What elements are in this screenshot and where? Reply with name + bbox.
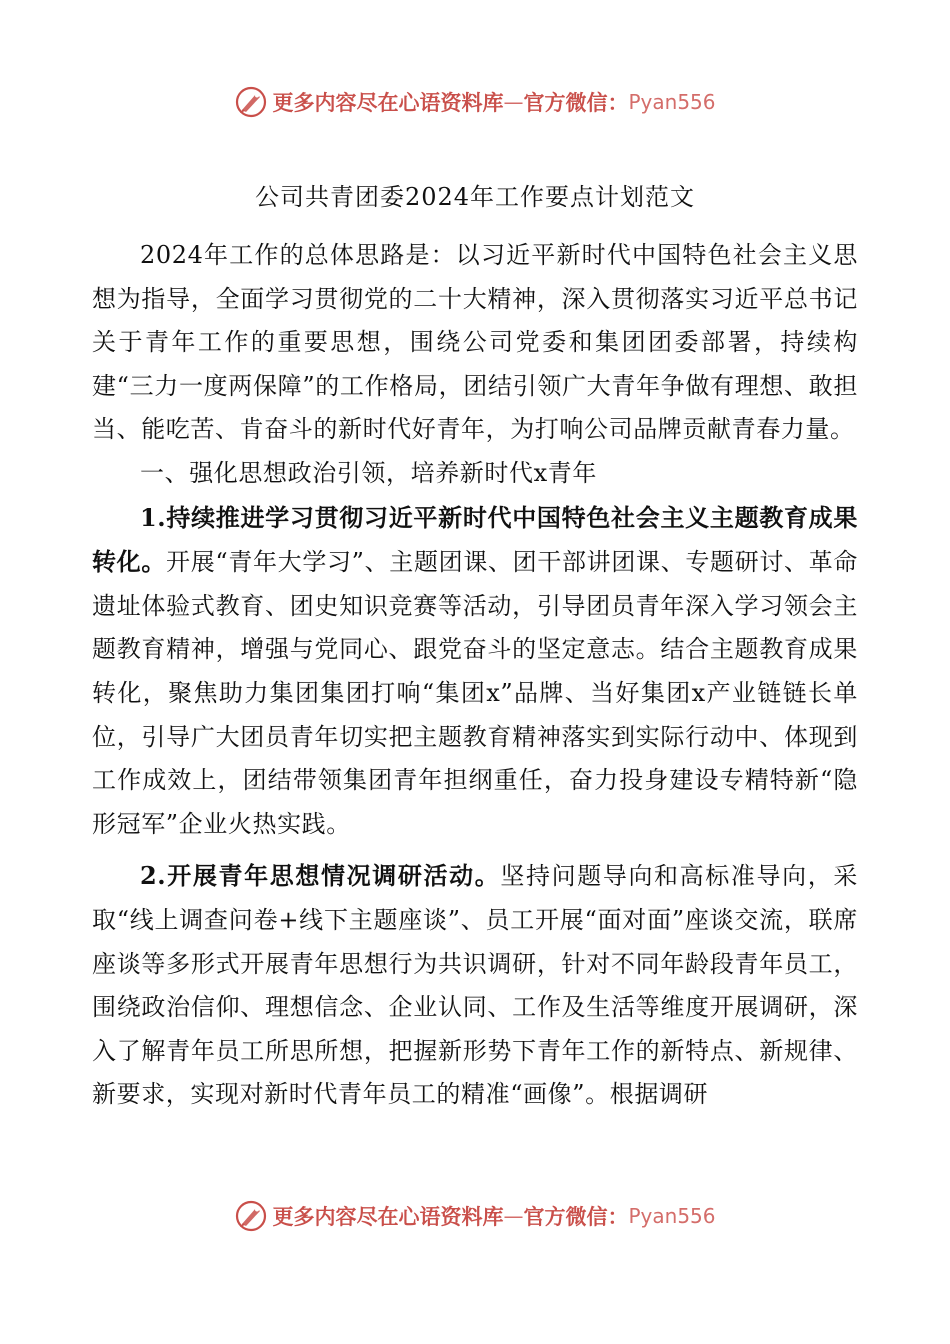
watermark-wechat-label: 官方微信： (523, 90, 629, 115)
watermark-site-text: 更多内容尽在心语资料库 (272, 1204, 504, 1229)
watermark-dash: — (503, 1204, 524, 1228)
pen-nib-logo-icon (234, 85, 268, 119)
document-title: 公司共青团委2024年工作要点计划范文 (254, 183, 696, 211)
watermark-wechat-label: 官方微信： (523, 1204, 629, 1229)
document-body (92, 234, 858, 1117)
watermark-banner-bottom (0, 1196, 950, 1236)
watermark-banner-top (0, 82, 950, 122)
section-heading: 一、强化思想政治引领，培养新时代x青年 (140, 458, 597, 487)
item-2-paragraph (92, 854, 858, 1117)
item-2-body: 坚持问题导向和高标准导向，采取“线上调查问卷+线下主题座谈”、员工开展“面对面”座谈交流，联席座谈等多形式开展青年思想行为共识调研，针对不同年龄段青年员工，围绕政治信仰、理想信念、企业认同、工作及生活等维度开展调研，深入了解青年员工所思所想，把握新形势下青年工作的新特点、新规律、新要求，实现对新时代青年员工的精准“画像”。根据调研 (92, 862, 858, 1109)
item-1-paragraph (92, 496, 858, 847)
item-1-body: 开展“青年大学习”、主题团课、团干部讲团课、专题研讨、革命遗址体验式教育、团史知识竞赛等活动，引导团员青年深入学习领会主题教育精神，增强与党同心、跟党奋斗的坚定意志。结合主题教育成果转化，聚焦助力集团集团打响“集团x”品牌、当好集团x产业链链长单位，引导广大团员青年切实把主题教育精神落实到实际行动中、体现到工作成效上，团结带领集团青年担纲重任，奋力投身建设专精特新“隐形冠军”企业火热实践。 (92, 548, 859, 838)
watermark-dash: — (503, 90, 524, 114)
intro-paragraph: 2024年工作的总体思路是：以习近平新时代中国特色社会主义思想为指导，全面学习贯彻党的二十大精神，深入贯彻落实习近平总书记关于青年工作的重要思想，围绕公司党委和集团团委部署，持续构建“三力一度两保障”的工作格局，团结引领广大青年争做有理想、敢担当、能吃苦、肯奋斗的新时代好青年，为打响公司品牌贡献青春力量。 (92, 241, 858, 444)
watermark-wechat-id: Pyan556 (628, 1204, 716, 1228)
item-2-lead: 2.开展青年思想情况调研活动。 (140, 861, 501, 891)
watermark-site-text: 更多内容尽在心语资料库 (272, 90, 504, 115)
pen-nib-logo-icon (234, 1199, 268, 1233)
watermark-wechat-id: Pyan556 (628, 90, 716, 114)
item-1-lead: 1.持续推进学习贯彻习近平新时代中国特色社会主义主题教育成果转化。 (92, 502, 858, 577)
